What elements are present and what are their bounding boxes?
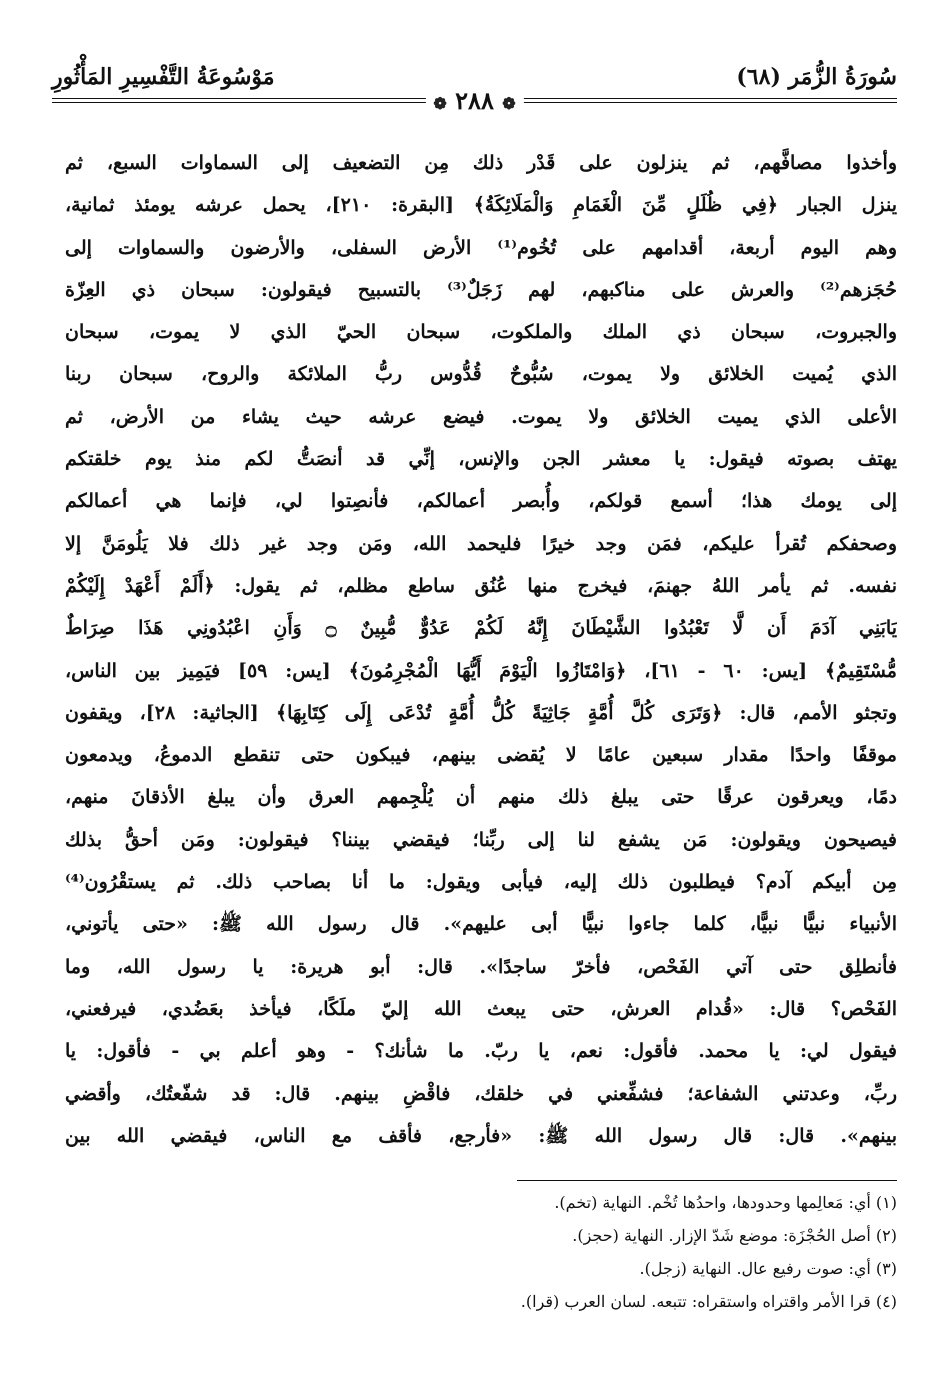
text-line: وهم اليوم أربعة، أقدامهم على تُخُوم⁽¹⁾ الأرض السفلى، والأرضون والسماوات إلى xyxy=(65,236,897,259)
footnote: (٤) قرا الأمر واقتراه واستقراه: تتبعه. لسان العرب (قرا). xyxy=(520,1292,897,1311)
text-line: فيصيحون ويقولون: مَن يشفع لنا إلى ربِّنا؛ فيقضي بيننا؟ فيقولون: ومَن أحقُّ بذلك xyxy=(65,828,897,851)
main-text xyxy=(65,142,897,1157)
text-line: الفَحْص؟ قال: «قُدام العرش، حتى يبعث الله إليّ ملَكًا، فيأخذ بعَضُدي، فيرفعني، xyxy=(65,997,897,1020)
footnotes xyxy=(77,1186,897,1318)
text-line: إلى يومك هذا؛ أسمع قولكم، وأُبصر أعمالكم، فأنصِتوا لي، فإنما هي أعمالكم xyxy=(65,490,897,513)
text-line: وأخذوا مصافَّهم، ثم ينزلون على قَدْر ذلك مِن التضعيف إلى السماوات السبع، ثم xyxy=(65,152,897,174)
text-line: الأنبياء نبيًّا نبيًّا، كلما جاءوا نبيًّا أبى عليهم». قال رسول الله ﷺ: «حتى يأتوني، xyxy=(65,913,897,936)
footnote: (٣) أي: صوت رفيع عال. النهاية (زجل). xyxy=(639,1259,897,1278)
ornament-left-icon: ❁ xyxy=(433,94,447,113)
book-title: مَوْسُوعَةُ التَّفْسِيرِ المَأْثُورِ xyxy=(52,64,275,90)
text-line: فيقول لي: يا محمد. فأقول: نعم، يا ربّ. ما شأنك؟ - وهو أعلم بي - فأقول: يا xyxy=(65,1040,897,1063)
text-line: دمًا، ويعرقون عرقًا حتى يبلغ ذلك منهم أن يُلْجِمهم العرق وأن يبلغ الأذقانَ منهم، xyxy=(65,786,897,809)
text-line: فأنطلِق حتى آتي الفَحْص، فأخرّ ساجدًا». قال: أبو هريرة: يا رسول الله، وما xyxy=(65,955,897,978)
text-line: ينزل الجبار ﴿فِي ظُلَلٍ مِّنَ الْغَمَامِ وَالْمَلَائِكَةُ﴾ [البقرة: ٢١٠]، يحمل عرشه يومئذ ثمانية، xyxy=(65,194,897,217)
text-line: يهتف بصوته فيقول: يا معشر الجن والإنس، إنِّي قد أنصَتُّ لكم منذ يوم خلقتكم xyxy=(65,448,897,471)
footnote: (٢) أصل الحُجْزَة: موضع شَدّ الإزار. النهاية (حجز). xyxy=(572,1226,897,1245)
text-line: يَابَنِي آدَمَ أَن لَّا تَعْبُدُوا الشَّيْطَانَ إِنَّهُ لَكُمْ عَدُوٌّ مُّبِينٌ ۝ وَأَنِ اعْبُدُونِي هَذَا صِرَاطٌ xyxy=(65,617,897,640)
surah-title: سُورَةُ الزُّمَر (٦٨) xyxy=(736,64,897,90)
text-line: نفسه. ثم يأمر اللهُ جهنمَ، فيخرج منها عُنُق ساطع مظلم، ثم يقول: ﴿أَلَمْ أَعْهَدْ إِلَيْكُمْ xyxy=(65,574,897,597)
text-line: الذي يُميت الخلائق ولا يموت، سُبُّوحٌ قُدُّوس ربُّ الملائكة والروح، سبحان ربنا xyxy=(65,363,897,386)
ornament-right-icon: ❁ xyxy=(502,94,516,113)
footnote-separator xyxy=(517,1180,897,1181)
page-number: ٢٨٨ xyxy=(455,86,494,115)
text-line: موقفًا واحدًا مقدار سبعين عامًا لا يُقضى بينهم، فيبكون حتى تنقطع الدموعُ، ويدمعون xyxy=(65,744,897,767)
text-line: ربِّ، وعدتني الشفاعة؛ فشفِّعني في خلقك، فاقْضِ بينهم. قال: قد شفّعتُك، وأقضي xyxy=(65,1082,897,1105)
footnote: (١) أي: مَعالِمها وحدودها، واحدُها تُخْم. النهاية (تخم). xyxy=(554,1193,897,1212)
text-line: مِن أبيكم آدم؟ فيطلبون ذلك إليه، فيأبى ويقول: ما أنا بصاحب ذلك. ثم يستقْرُون⁽⁴⁾ xyxy=(65,871,897,894)
text-line: حُجَزهم⁽²⁾ والعرش على مناكبهم، لهم زَجَلٌ⁽³⁾ بالتسبيح فيقولون: سبحان ذي العِزّة xyxy=(65,278,897,301)
text-line: والجبروت، سبحان ذي الملك والملكوت، سبحان الحيّ الذي لا يموت، سبحان xyxy=(65,321,897,344)
text-line: بينهم». قال: قال رسول الله ﷺ: «فأرجع، فأقف مع الناس، فيقضي الله بين xyxy=(65,1124,897,1147)
text-line: مُّسْتَقِيمٌ﴾ [يس: ٦٠ - ٦١]، ﴿وَامْتَازُوا الْيَوْمَ أَيُّهَا الْمُجْرِمُونَ﴾ [يس: ٥٩] فيَمِيز بين الناس، xyxy=(65,659,897,682)
text-line: الأعلى الذي يميت الخلائق ولا يموت. فيضع عرشه حيث يشاء من الأرض، ثم xyxy=(65,405,897,428)
text-line: وتجثو الأمم، قال: ﴿وَتَرَى كُلَّ أُمَّةٍ جَاثِيَةً كُلُّ أُمَّةٍ تُدْعَى إِلَى كِتَابِهَا﴾ [الجاثية: ٢٨]، ويقفون xyxy=(65,701,897,724)
text-line: وصحفكم تُقرأ عليكم، فمَن وجد خيرًا فليحمد الله، ومَن وجد غير ذلك فلا يَلُومَنَّ إلا xyxy=(65,532,897,555)
page-number-box xyxy=(425,86,523,115)
page-header xyxy=(52,62,897,115)
